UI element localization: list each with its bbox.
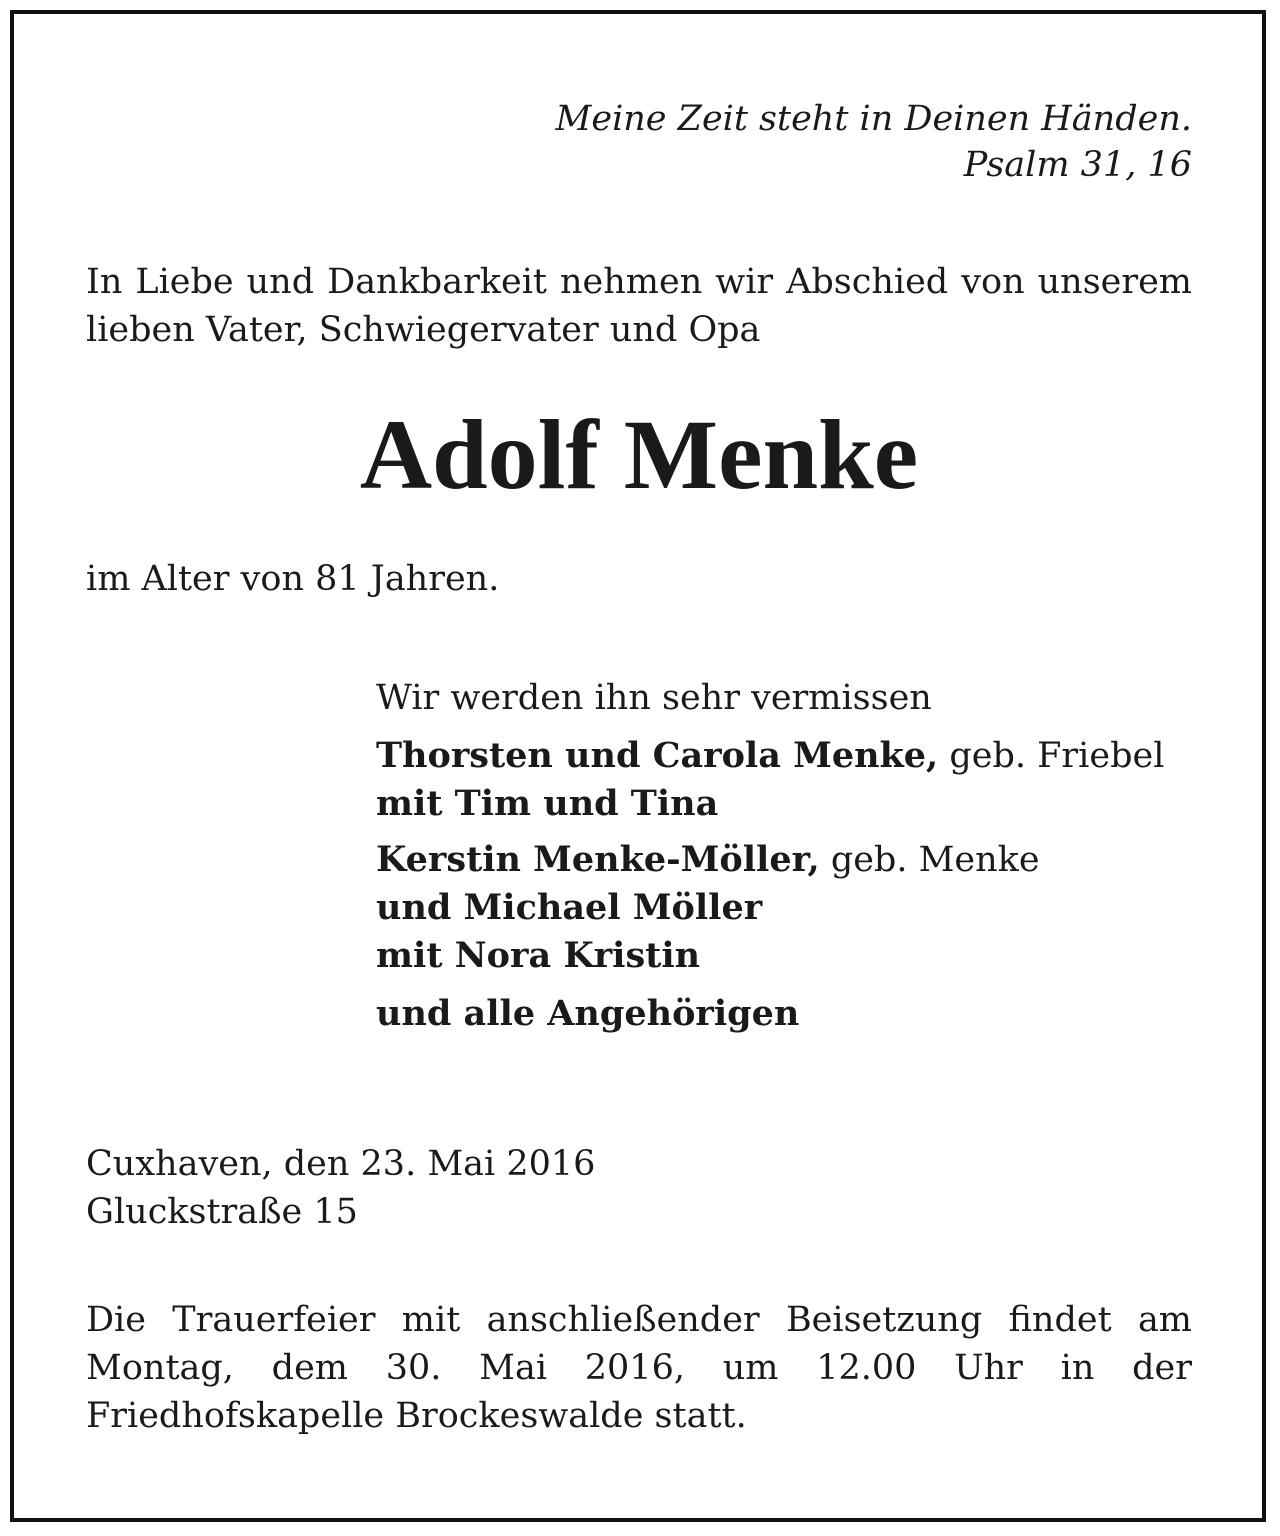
family-2-children: mit Nora Kristin <box>376 935 701 976</box>
bible-verse <box>86 96 1192 188</box>
family-1-name: Thorsten und Carola Menke, <box>376 735 939 776</box>
mourner-family-2 <box>376 836 1192 884</box>
family-2-maiden-name: geb. Menke <box>819 840 1040 880</box>
family-1-children: mit Tim und Tina <box>376 783 719 824</box>
mourner-family-1 <box>376 732 1192 780</box>
address: Gluckstraße 15 <box>86 1192 358 1232</box>
verse-quote: Meine Zeit steht in Deinen Händen. <box>555 99 1192 139</box>
place-date: Cuxhaven, den 23. Mai 2016 <box>86 1144 596 1184</box>
mourners-heading: Wir werden ihn sehr vermissen <box>376 678 932 718</box>
place-and-address <box>86 1140 1192 1236</box>
family-1-maiden-name: geb. Friebel <box>938 736 1165 776</box>
age-line: im Alter von 81 Jahren. <box>86 559 500 599</box>
mourners-block <box>376 674 1192 1038</box>
family-2-name: Kerstin Menke-Möller, <box>376 839 820 880</box>
funeral-service-info: Die Trauerfeier mit anschließender Beisetzung findet am Montag, dem 30. Mai 2016, um 12.00 Uhr in der Friedhofskapelle Brockeswalde statt. <box>86 1300 1192 1436</box>
intro-text: In Liebe und Dankbarkeit nehmen wir Abschied von unserem lieben Vater, Schwiegervater und Opa <box>86 262 1192 350</box>
mourners-closing: und alle Angehörigen <box>376 993 800 1034</box>
verse-source: Psalm 31, 16 <box>963 145 1192 185</box>
family-2-partner: und Michael Möller <box>376 887 763 928</box>
deceased-name: Adolf Menke <box>359 399 919 510</box>
